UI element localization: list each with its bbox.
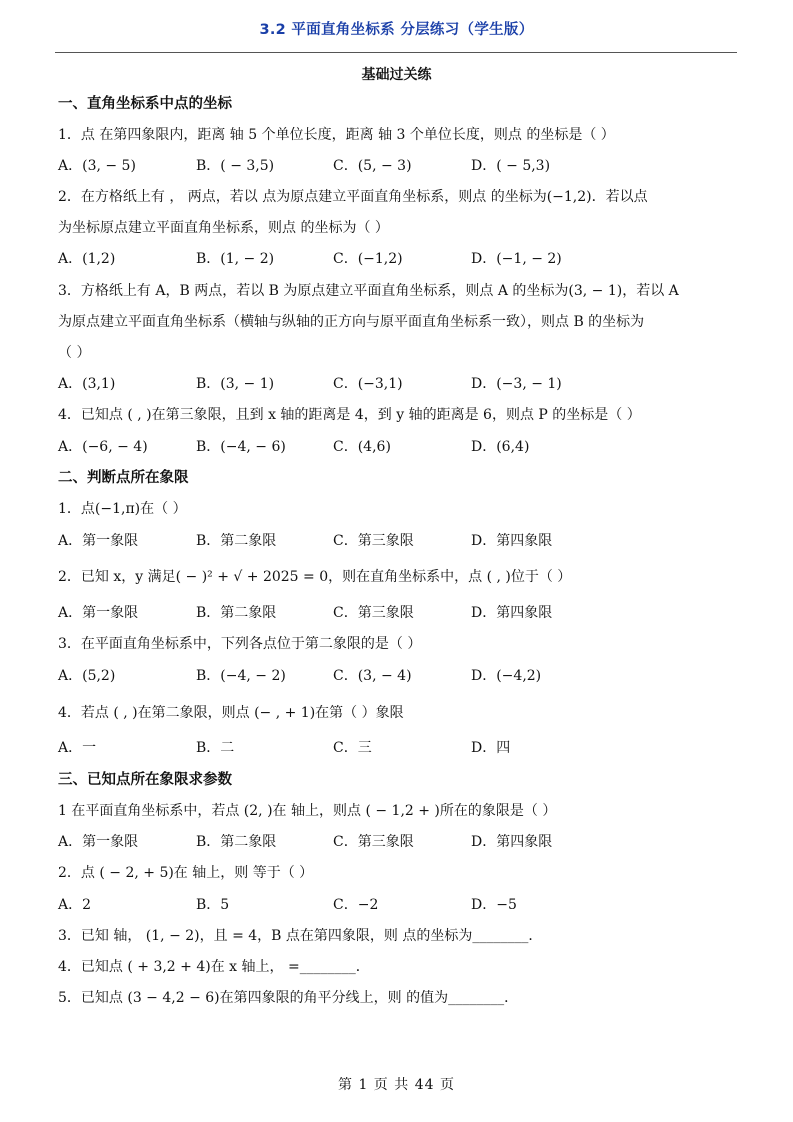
option-a: A．(3,1) (58, 376, 116, 392)
options-2-2 (58, 603, 738, 623)
option-c: C．(−1,2) (333, 251, 403, 267)
option-d: D．−5 (471, 897, 517, 913)
question-3-1: 1 在平面直角坐标系中，若点 (2, )在 轴上，则点 ( − 1,2 + )所在的象限是（ ） (58, 803, 557, 819)
options-2-4 (58, 738, 738, 758)
options-1-2 (58, 249, 738, 269)
question-1-3-line-3: （ ） (58, 345, 91, 361)
option-d: D．四 (471, 740, 511, 756)
question-2-1: 1．点(−1,π)在（ ） (58, 501, 187, 517)
question-1-3-line-1: 3．方格纸上有 A，B 两点，若以 B 为原点建立平面直角坐标系，则点 A 的坐标为(3, − 1)，若以 A (58, 283, 679, 299)
option-d: D．(−4,2) (471, 668, 542, 684)
option-c: C．(5, − 3) (333, 158, 412, 174)
option-b: B．二 (196, 740, 235, 756)
option-b: B．(1, − 2) (196, 251, 275, 267)
options-3-2 (58, 895, 738, 915)
option-d: D．( − 5,3) (471, 158, 551, 174)
option-b: B．( − 3,5) (196, 158, 275, 174)
options-1-3 (58, 374, 738, 394)
option-c: C．(−3,1) (333, 376, 403, 392)
question-1-2-line-2: 为坐标原点建立平面直角坐标系，则点 的坐标为（ ） (58, 220, 389, 236)
option-c: C．三 (333, 740, 372, 756)
section-heading-2: 二、判断点所在象限 (58, 470, 189, 486)
page-subtitle: 基础过关练 (361, 67, 432, 83)
section-heading-3: 三、已知点所在象限求参数 (58, 772, 232, 788)
option-d: D．第四象限 (471, 834, 553, 850)
option-a: A．第一象限 (58, 834, 139, 850)
option-d: D．(6,4) (471, 439, 530, 455)
option-a: A．(3, − 5) (58, 158, 136, 174)
option-d: D．(−3, − 1) (471, 376, 562, 392)
option-b: B．第二象限 (196, 834, 277, 850)
options-1-1 (58, 156, 738, 176)
option-b: B．第二象限 (196, 533, 277, 549)
option-a: A．(5,2) (58, 668, 116, 684)
option-d: D．第四象限 (471, 533, 553, 549)
question-3-3: 3．已知 轴， (1, − 2)，且 = 4，B 点在第四象限，则 点的坐标为________． (58, 928, 543, 944)
option-a: A．(−6, − 4) (58, 439, 148, 455)
option-c: C．第三象限 (333, 605, 414, 621)
option-b: B．(3, − 1) (196, 376, 275, 392)
page-header-title: 3.2 平面直角坐标系 分层练习（学生版） (259, 22, 534, 38)
option-b: B．第二象限 (196, 605, 277, 621)
options-2-1 (58, 531, 738, 551)
page-footer: 第 1 页 共 44 页 (338, 1077, 455, 1093)
option-b: B．5 (196, 897, 230, 913)
option-c: C．(4,6) (333, 439, 391, 455)
question-1-3-line-2: 为原点建立平面直角坐标系（横轴与纵轴的正方向与原平面直角坐标系一致），则点 B 的坐标为 (58, 314, 645, 330)
option-b: B．(−4, − 6) (196, 439, 286, 455)
header-rule (55, 52, 737, 53)
question-2-4: 4．若点 ( , )在第二象限，则点 (− , + 1)在第（ ）象限 (58, 705, 404, 721)
options-3-1 (58, 832, 738, 852)
option-a: A．一 (58, 740, 97, 756)
option-a: A．第一象限 (58, 533, 139, 549)
section-heading-1: 一、直角坐标系中点的坐标 (58, 96, 232, 112)
question-2-2: 2．已知 x，y 满足( − )² + √ + 2025 = 0，则在直角坐标系中，点 ( , )位于（ ） (58, 569, 572, 585)
options-1-4 (58, 437, 738, 457)
option-a: A．2 (58, 897, 92, 913)
option-a: A．(1,2) (58, 251, 116, 267)
option-c: C．(3, − 4) (333, 668, 412, 684)
option-c: C．第三象限 (333, 834, 414, 850)
options-2-3 (58, 666, 738, 686)
option-a: A．第一象限 (58, 605, 139, 621)
question-3-2: 2．点 ( − 2, + 5)在 轴上，则 等于（ ） (58, 865, 314, 881)
question-2-3: 3．在平面直角坐标系中，下列各点位于第二象限的是（ ） (58, 636, 422, 652)
option-c: C．−2 (333, 897, 379, 913)
question-1-1: 1．点 在第四象限内，距离 轴 5 个单位长度，距离 轴 3 个单位长度，则点 的坐标是（ ） (58, 127, 615, 143)
question-3-4: 4．已知点 ( + 3,2 + 4)在 x 轴上， =________． (58, 959, 370, 975)
question-3-5: 5．已知点 (3 − 4,2 − 6)在第四象限的角平分线上，则 的值为________． (58, 990, 519, 1006)
question-1-4: 4．已知点 ( , )在第三象限，且到 x 轴的距离是 4，到 y 轴的距离是 6，则点 P 的坐标是（ ） (58, 407, 641, 423)
question-1-2-line-1: 2．在方格纸上有 ， 两点，若以 点为原点建立平面直角坐标系，则点 的坐标为(−1,2)．若以点 (58, 189, 648, 205)
option-d: D．(−1, − 2) (471, 251, 562, 267)
option-b: B．(−4, − 2) (196, 668, 286, 684)
option-c: C．第三象限 (333, 533, 414, 549)
option-d: D．第四象限 (471, 605, 553, 621)
